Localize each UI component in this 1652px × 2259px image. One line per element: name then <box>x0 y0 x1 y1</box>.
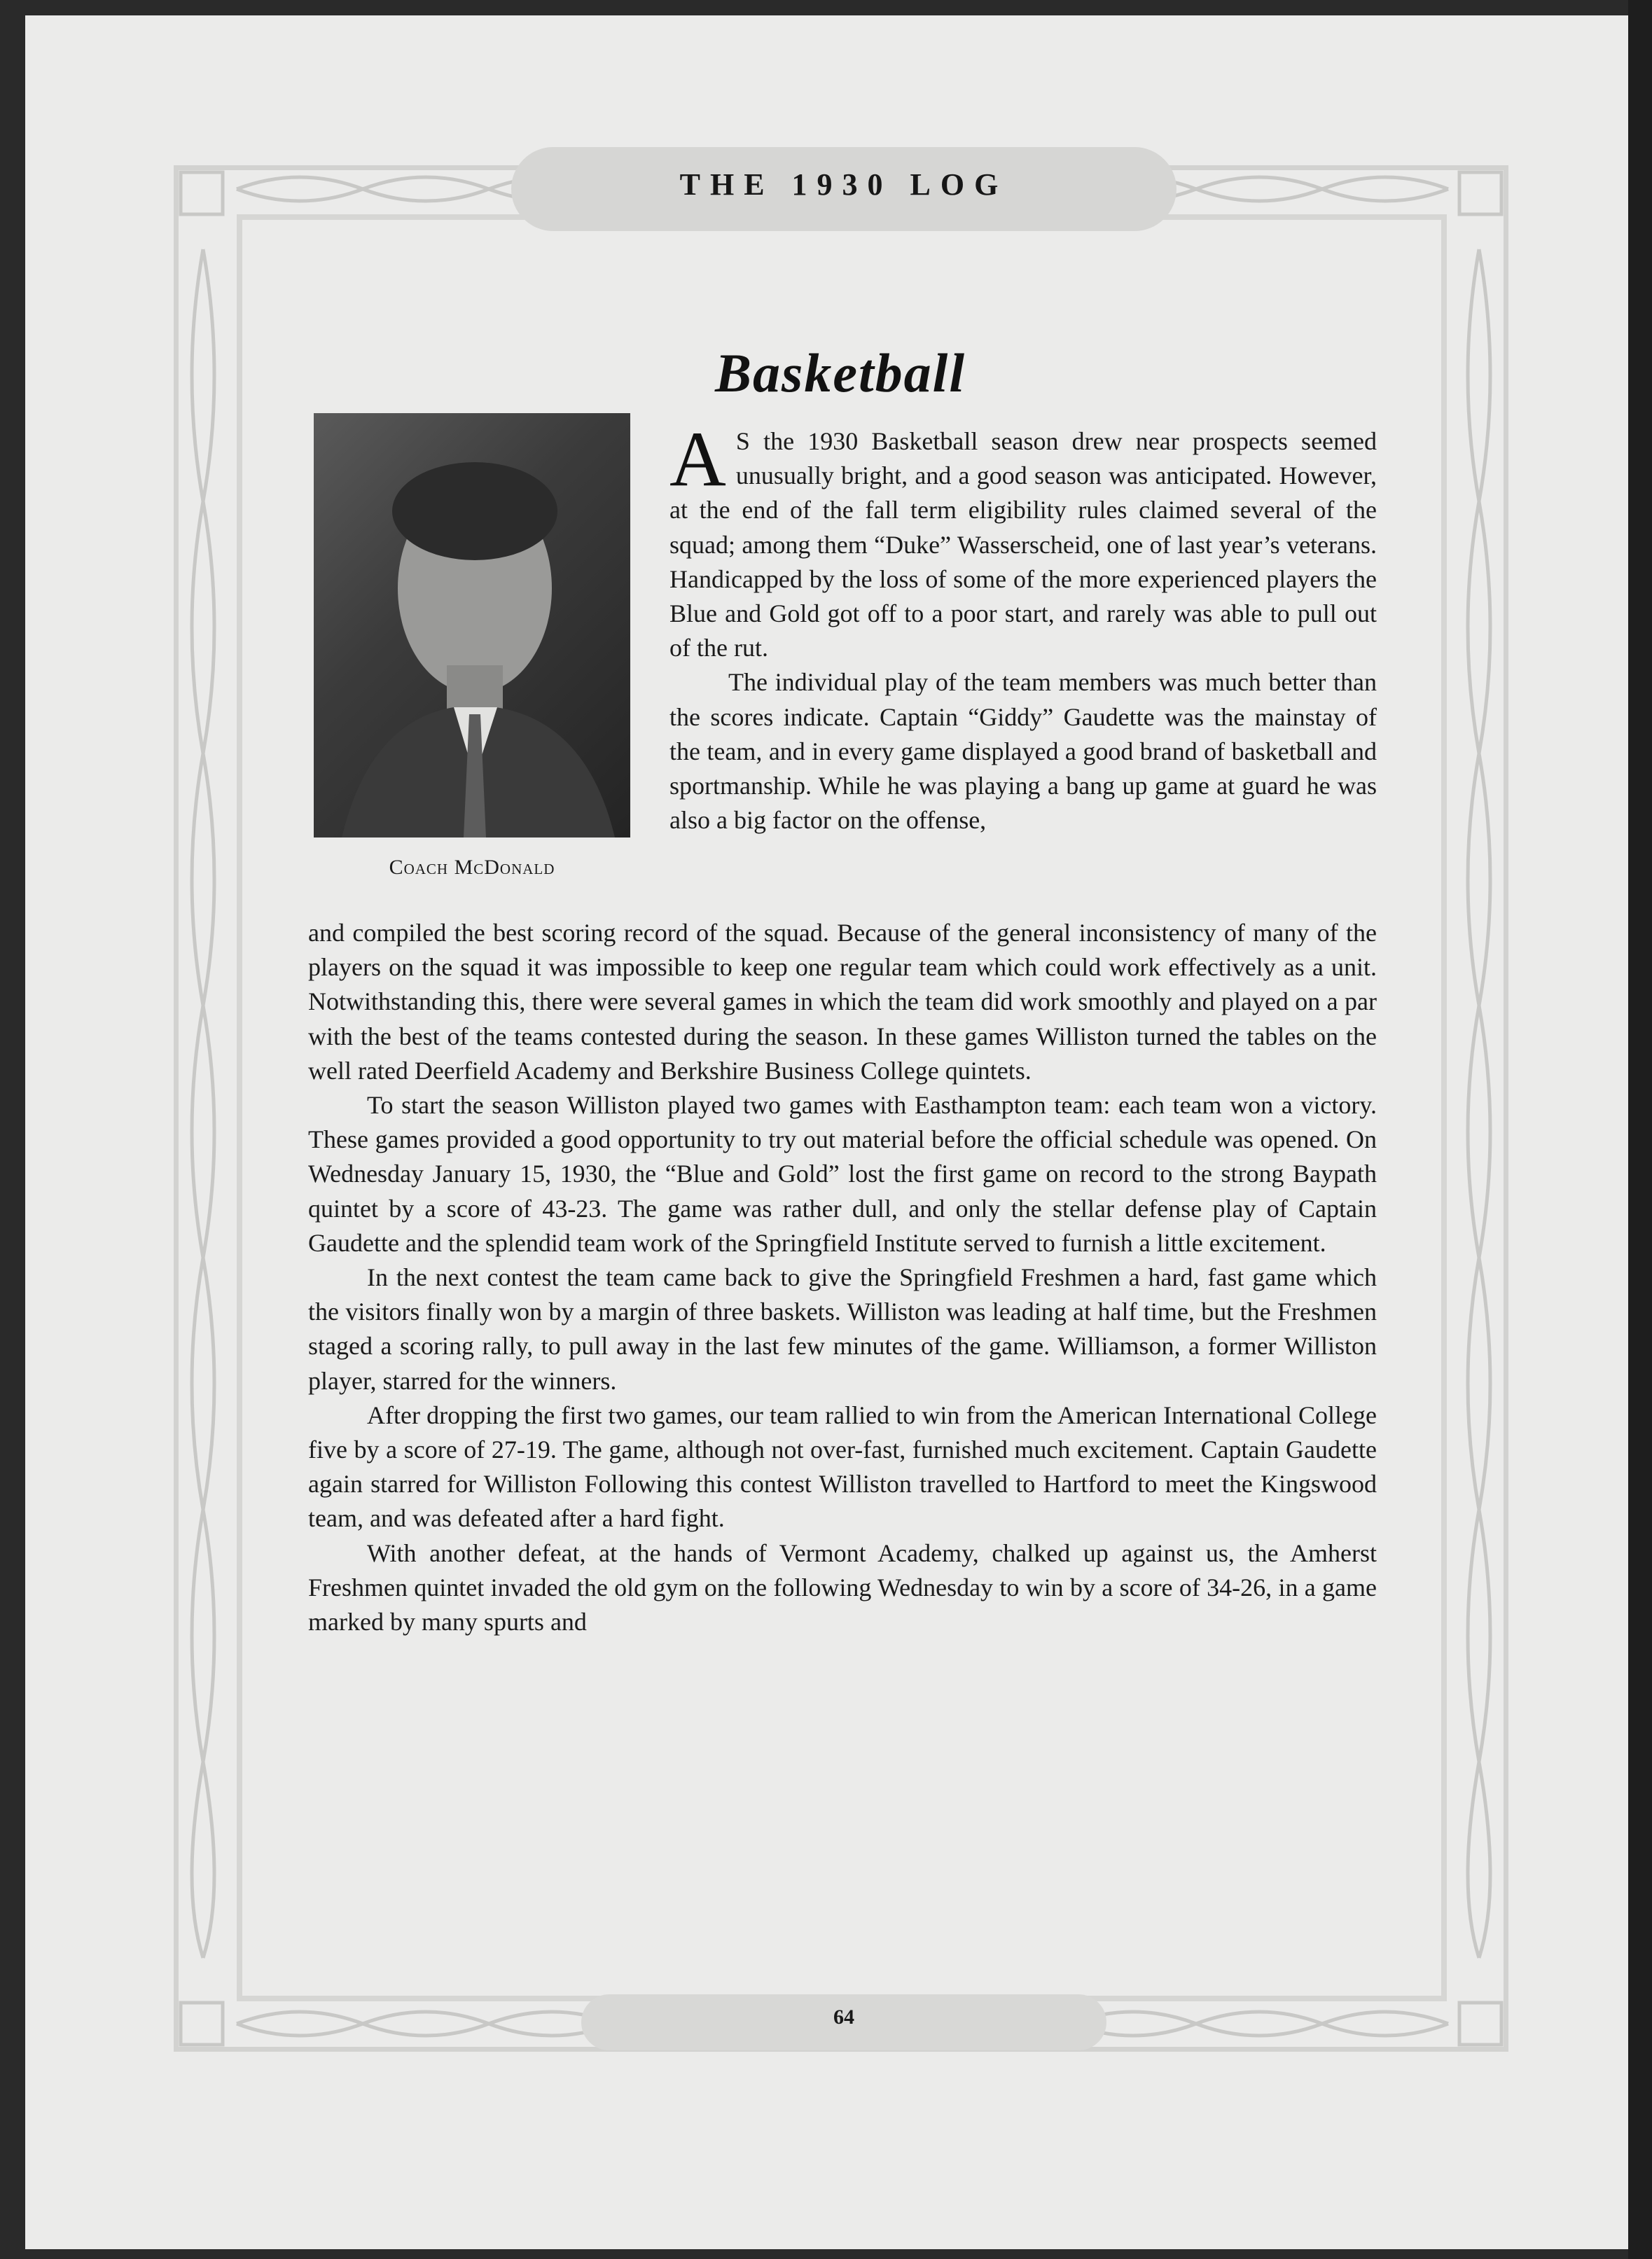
paragraph-1-text: S the 1930 Basketball season drew near prospects seemed unusually bright, and a good season was anticipated. However, at the end of the fall term eligibility rules claimed several of the squad; among them “Duke” Wasserscheid, one of last year’s veterans. Handicapped by the loss of some of the more experienced players the Blue and Gold got off to a poor start, and rarely was able to pull out of the rut. <box>669 427 1377 662</box>
paragraph-2-start: The individual play of the team members was much better than the scores indicate. Captain “Giddy” Gaudette was the mainstay of the team, and in every game displayed a good brand of basketball and sportmanship. While he was playing a bang up game at guard he was also a big factor on the offense, <box>669 668 1377 835</box>
paragraph-3: To start the season Williston played two games with Easthampton team: each team won a victory. These games provided a good opportunity to try out material before the official schedule was opened. On Wednesday January 15, 1930, the “Blue and Gold” lost the first game on record to the strong Baypath quintet by a score of 43-23. The game was rather dull, and only the stellar defense play of Captain Gaudette and the splendid team work of the Springfield Institute served to furnish a little excitement. <box>308 1091 1377 1257</box>
drop-cap: A <box>669 416 726 503</box>
photo-caption: Coach McDonald <box>389 856 555 879</box>
coach-photo <box>314 413 630 837</box>
paragraph-1 <box>669 416 1377 665</box>
article-text-bottom <box>308 916 1377 1639</box>
page-number: 64 <box>833 2006 854 2029</box>
paragraph-6: With another defeat, at the hands of Vermont Academy, chalked up against us, the Amherst Freshmen quintet invaded the old gym on the following Wednesday to win by a score of 34-26, in a game marked by many spurts and <box>308 1538 1377 1636</box>
paragraph-2-end: and compiled the best scoring record of the squad. Because of the general inconsistency of many of the players on the squad it was impossible to keep one regular team which could work effectively as a unit. Notwithstanding this, there were several games in which the team did work smoothly and played on a par with the best of the teams contested during the season. In these games Williston turned the tables on the well rated Deerfield Academy and Berkshire Business College quintets. <box>308 919 1377 1085</box>
page-header-title: THE 1930 LOG <box>679 167 1008 202</box>
paragraph-4: In the next contest the team came back to give the Springfield Freshmen a hard, fast game which the visitors finally won by a margin of three baskets. Williston was leading at half time, but the Freshmen staged a scoring rally, to pull away in the last few minutes of the game. Williamson, a former Williston player, starred for the winners. <box>308 1263 1377 1395</box>
section-title: Basketball <box>714 342 966 403</box>
article-text-top <box>669 416 1377 837</box>
paragraph-5: After dropping the first two games, our team rallied to win from the American International College five by a score of 27-19. The game, although not over-fast, furnished much excitement. Captain Gaudette again starred for Williston Following this contest Williston travelled to Hartford to meet the Kingswood team, and was defeated after a hard fight. <box>308 1400 1377 1533</box>
page-edge <box>1628 0 1652 2259</box>
portrait-illustration <box>314 413 630 837</box>
